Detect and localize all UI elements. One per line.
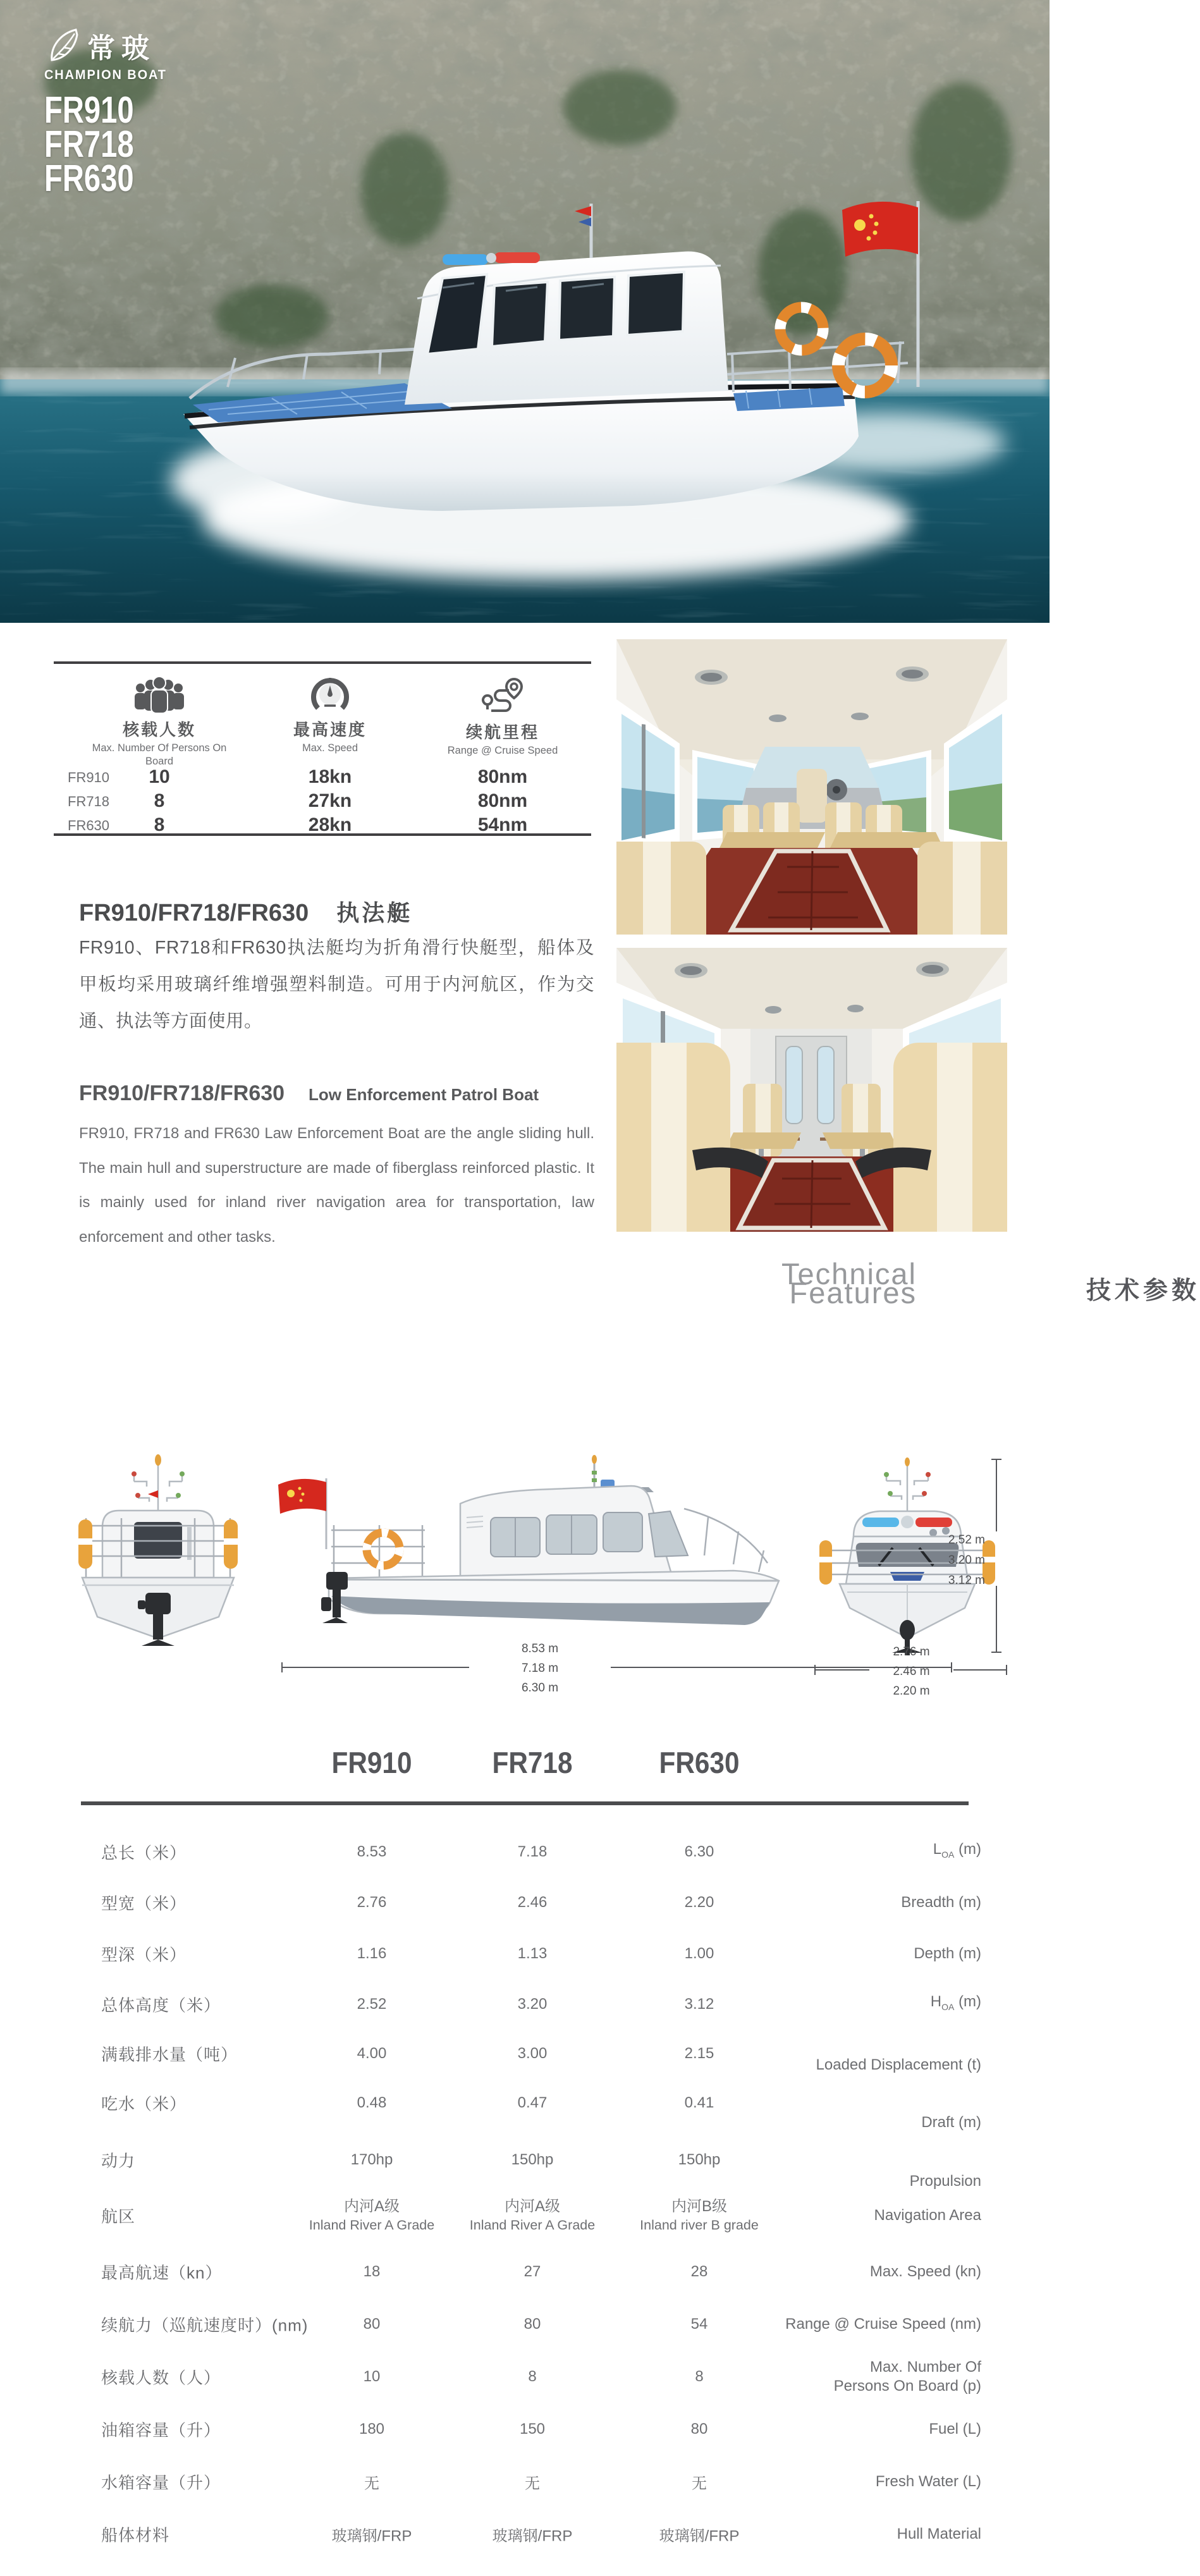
height-dim-line bbox=[996, 1459, 997, 1531]
title-models: FR910/FR718/FR630 bbox=[79, 900, 309, 926]
table-row bbox=[0, 2190, 1050, 2241]
row-label-en: Max. Number Of Persons On Board (p) bbox=[833, 2358, 981, 2395]
cell-value: 150hp bbox=[511, 2151, 554, 2168]
title-type-en: Low Enforcement Patrol Boat bbox=[309, 1085, 539, 1104]
table-row bbox=[0, 2247, 1050, 2297]
row-label-cn: 续航力（巡航速度时）(nm) bbox=[101, 2315, 309, 2335]
cell-value: 无 bbox=[364, 2475, 379, 2493]
row-label-en: $H_{OA}$ (m) bbox=[930, 1993, 981, 2012]
cell-value: 玻璃钢/FRP bbox=[659, 2527, 740, 2545]
quick-spec-row bbox=[54, 790, 591, 812]
cell-value: 150 bbox=[519, 2420, 546, 2438]
row-label-cn: 核载人数（人） bbox=[101, 2368, 221, 2388]
brand-name-cn: 常玻 bbox=[87, 33, 156, 64]
row-label-en: Draft (m) bbox=[921, 2114, 981, 2131]
dim-tick bbox=[991, 1459, 1001, 1460]
beam-dim-line bbox=[815, 1669, 869, 1671]
quick-spec-col-speed bbox=[248, 678, 412, 755]
quick-spec-row bbox=[54, 766, 591, 788]
cell-value: 18 bbox=[363, 2263, 381, 2280]
cell-value: 27 bbox=[523, 2263, 541, 2280]
cell-value: 玻璃钢/FRP bbox=[492, 2527, 573, 2545]
row-label-cn: 航区 bbox=[101, 2207, 136, 2226]
cell-value: 80 bbox=[363, 2315, 381, 2333]
section-body-en: FR910, FR718 and FR630 Law Enforcement Boat are the angle sliding hull. The main hull and superstructure are made of fiberglass reinforced plastic. It is mainly used for inland river navigation area for transportation, law enforcement and other tasks. bbox=[79, 1125, 594, 1246]
persons-group-icon bbox=[132, 678, 187, 713]
model-label: FR718 bbox=[68, 794, 110, 809]
china-flag-icon bbox=[278, 1478, 326, 1549]
brand-name-en: CHAMPION BOAT bbox=[44, 68, 167, 82]
row-label-en: Loaded Displacement (t) bbox=[816, 2056, 981, 2073]
height-dim-line bbox=[996, 1586, 997, 1653]
row-label-en: $L_{OA}$ (m) bbox=[933, 1841, 981, 1860]
dim-tick bbox=[1006, 1665, 1007, 1675]
model-label: FR910 bbox=[68, 770, 110, 785]
cell-value: 无 bbox=[525, 2475, 540, 2493]
row-label-cn: 动力 bbox=[101, 2151, 136, 2171]
row-label-en: Fuel (L) bbox=[929, 2420, 981, 2438]
persons-value: 10 bbox=[149, 766, 170, 787]
table-row bbox=[0, 2404, 1050, 2455]
cell-value: 80 bbox=[690, 2420, 708, 2438]
spec-table-header bbox=[0, 1745, 1050, 1786]
table-row bbox=[0, 2135, 1050, 2190]
cell-value: 0.47 bbox=[517, 2094, 548, 2111]
brand-logo bbox=[44, 25, 173, 199]
table-row bbox=[0, 2352, 1050, 2402]
interior-photo-forward bbox=[616, 639, 1007, 935]
section-title-en bbox=[79, 1081, 539, 1106]
quick-spec-table bbox=[54, 661, 591, 836]
row-label-cn: 船体材料 bbox=[101, 2525, 170, 2545]
feather-icon bbox=[44, 27, 81, 64]
row-label-en: Fresh Water (L) bbox=[875, 2473, 981, 2490]
range-value: 80nm bbox=[477, 790, 528, 811]
row-label-cn: 型深（米） bbox=[101, 1945, 187, 1965]
range-value: 80nm bbox=[477, 766, 528, 787]
beam-dim-labels: 2.76 m 2.46 m 2.20 m bbox=[893, 1645, 930, 1698]
section-title-cn bbox=[79, 895, 412, 928]
table-row bbox=[0, 2456, 1050, 2507]
dim-tick bbox=[991, 1652, 1001, 1653]
cell-value: 170hp bbox=[350, 2151, 393, 2168]
quick-spec-label-en: Range @ Cruise Speed bbox=[447, 745, 558, 756]
technical-features-en: Technical Features bbox=[781, 1257, 917, 1309]
row-label-en: Max. Speed (kn) bbox=[869, 2263, 981, 2280]
speed-value: 18kn bbox=[308, 766, 352, 787]
row-label-cn: 最高航速（kn） bbox=[101, 2263, 223, 2283]
beam-dim-line bbox=[953, 1669, 1007, 1671]
cell-value: 3.12 bbox=[684, 1996, 714, 2013]
cell-value: 4.00 bbox=[357, 2045, 387, 2062]
cell-value: 内河A级 Inland River A Grade bbox=[309, 2198, 435, 2233]
cell-value: 7.18 bbox=[517, 1843, 548, 1860]
length-dim-line bbox=[282, 1667, 469, 1668]
row-label-en: Breadth (m) bbox=[901, 1894, 981, 1911]
col-header-fr910: FR910 bbox=[331, 1746, 412, 1779]
table-row bbox=[0, 1827, 1050, 1877]
cell-value: 150hp bbox=[678, 2151, 721, 2168]
table-row bbox=[0, 2299, 1050, 2350]
cell-value: 1.16 bbox=[357, 1945, 387, 1962]
hero-model: FR910 bbox=[44, 89, 134, 131]
row-label-en: Depth (m) bbox=[914, 1945, 981, 1962]
hero-model: FR630 bbox=[44, 157, 134, 199]
cell-value: 玻璃钢/FRP bbox=[331, 2527, 412, 2545]
row-label-cn: 总长（米） bbox=[101, 1843, 187, 1863]
cell-value: 1.13 bbox=[517, 1945, 548, 1962]
quick-spec-row bbox=[54, 814, 591, 836]
row-label-cn: 型宽（米） bbox=[101, 1894, 187, 1913]
cell-value: 2.52 bbox=[357, 1996, 387, 2013]
row-label-cn: 油箱容量（升） bbox=[101, 2420, 221, 2440]
title-type-cn: 执法艇 bbox=[336, 900, 413, 926]
technical-features-cn: 技术参数 bbox=[1086, 1277, 1200, 1304]
col-header-fr718: FR718 bbox=[492, 1746, 573, 1779]
table-rule bbox=[81, 1801, 969, 1805]
length-dim-labels: 8.53 m 7.18 m 6.30 m bbox=[521, 1642, 559, 1695]
cell-value: 80 bbox=[523, 2315, 541, 2333]
cell-value: 180 bbox=[358, 2420, 385, 2438]
speed-value: 28kn bbox=[308, 814, 352, 835]
cell-value: 6.30 bbox=[684, 1843, 714, 1860]
cell-value: 8 bbox=[528, 2368, 537, 2385]
side-view-drawing bbox=[266, 1454, 784, 1650]
persons-value: 8 bbox=[154, 814, 165, 835]
row-label-cn: 吃水（米） bbox=[101, 2094, 187, 2114]
section-body-cn: FR910、FR718和FR630执法艇均为折角滑行快艇型，船体及甲板均采用玻璃纤维增强塑料制造。可用于内河航区，作为交通、执法等方面使用。 bbox=[79, 938, 594, 1031]
table-row bbox=[0, 1877, 1050, 1928]
dim-tick bbox=[814, 1665, 816, 1675]
quick-spec-label-en: Max. Speed bbox=[302, 742, 358, 754]
route-pin-icon bbox=[480, 678, 525, 716]
title-models: FR910/FR718/FR630 bbox=[79, 1081, 285, 1105]
cell-value: 28 bbox=[690, 2263, 708, 2280]
cell-value: 2.46 bbox=[517, 1894, 548, 1911]
cell-value: 2.20 bbox=[684, 1894, 714, 1911]
persons-value: 8 bbox=[154, 790, 165, 811]
cell-value: 无 bbox=[692, 2475, 707, 2493]
stern-view-drawing bbox=[63, 1451, 253, 1660]
speedometer-icon bbox=[310, 678, 350, 713]
cell-value: 2.76 bbox=[357, 1894, 387, 1911]
hero-photo bbox=[0, 0, 1050, 623]
row-label-en: Hull Material bbox=[897, 2525, 981, 2542]
quick-spec-label-cn: 续航里程 bbox=[465, 723, 539, 742]
dim-tick bbox=[281, 1662, 283, 1672]
police-lightbar-icon bbox=[862, 1516, 952, 1528]
interior-photo-aft bbox=[616, 948, 1007, 1232]
row-label-en: Range @ Cruise Speed (nm) bbox=[785, 2315, 981, 2333]
table-row bbox=[0, 2028, 1050, 2079]
cell-value: 8.53 bbox=[357, 1843, 387, 1860]
cell-value: 内河A级 Inland River A Grade bbox=[469, 2198, 596, 2233]
quick-spec-label-en: Max. Number Of Persons On Board bbox=[92, 742, 227, 767]
quick-spec-col-range bbox=[420, 678, 585, 757]
cell-value: 3.20 bbox=[517, 1996, 548, 2013]
police-lightbar-icon bbox=[443, 254, 488, 265]
table-row bbox=[0, 1929, 1050, 1979]
cell-value: 内河B级 Inland river B grade bbox=[640, 2198, 759, 2233]
table-row bbox=[0, 2078, 1050, 2131]
row-label-cn: 满载排水量（吨） bbox=[101, 2045, 238, 2064]
model-label: FR630 bbox=[68, 818, 110, 833]
quick-spec-col-persons bbox=[77, 678, 242, 768]
life-ring-icon bbox=[367, 1533, 400, 1566]
cell-value: 1.00 bbox=[684, 1945, 714, 1962]
table-row bbox=[0, 2509, 1050, 2560]
table-row bbox=[0, 1979, 1050, 2030]
range-value: 54nm bbox=[477, 814, 528, 835]
row-label-en: Propulsion bbox=[909, 2173, 981, 2190]
row-label-cn: 总体高度（米） bbox=[101, 1996, 221, 2015]
quick-spec-label-cn: 最高速度 bbox=[293, 720, 367, 739]
hero-model: FR718 bbox=[44, 123, 134, 165]
row-label-cn: 水箱容量（升） bbox=[101, 2473, 221, 2493]
speed-value: 27kn bbox=[308, 790, 352, 811]
height-dim-labels: 2.52 m 3.20 m 3.12 m bbox=[948, 1533, 985, 1587]
hero-model-list bbox=[44, 89, 147, 199]
cell-value: 3.00 bbox=[517, 2045, 548, 2062]
cell-value: 2.15 bbox=[684, 2045, 714, 2062]
row-label-en: Navigation Area bbox=[874, 2207, 981, 2224]
cell-value: 0.41 bbox=[684, 2094, 714, 2111]
cell-value: 0.48 bbox=[357, 2094, 387, 2111]
cell-value: 10 bbox=[363, 2368, 381, 2385]
quick-spec-label-cn: 核载人数 bbox=[122, 720, 196, 739]
cell-value: 54 bbox=[690, 2315, 708, 2333]
cell-value: 8 bbox=[695, 2368, 704, 2385]
col-header-fr630: FR630 bbox=[659, 1746, 740, 1779]
